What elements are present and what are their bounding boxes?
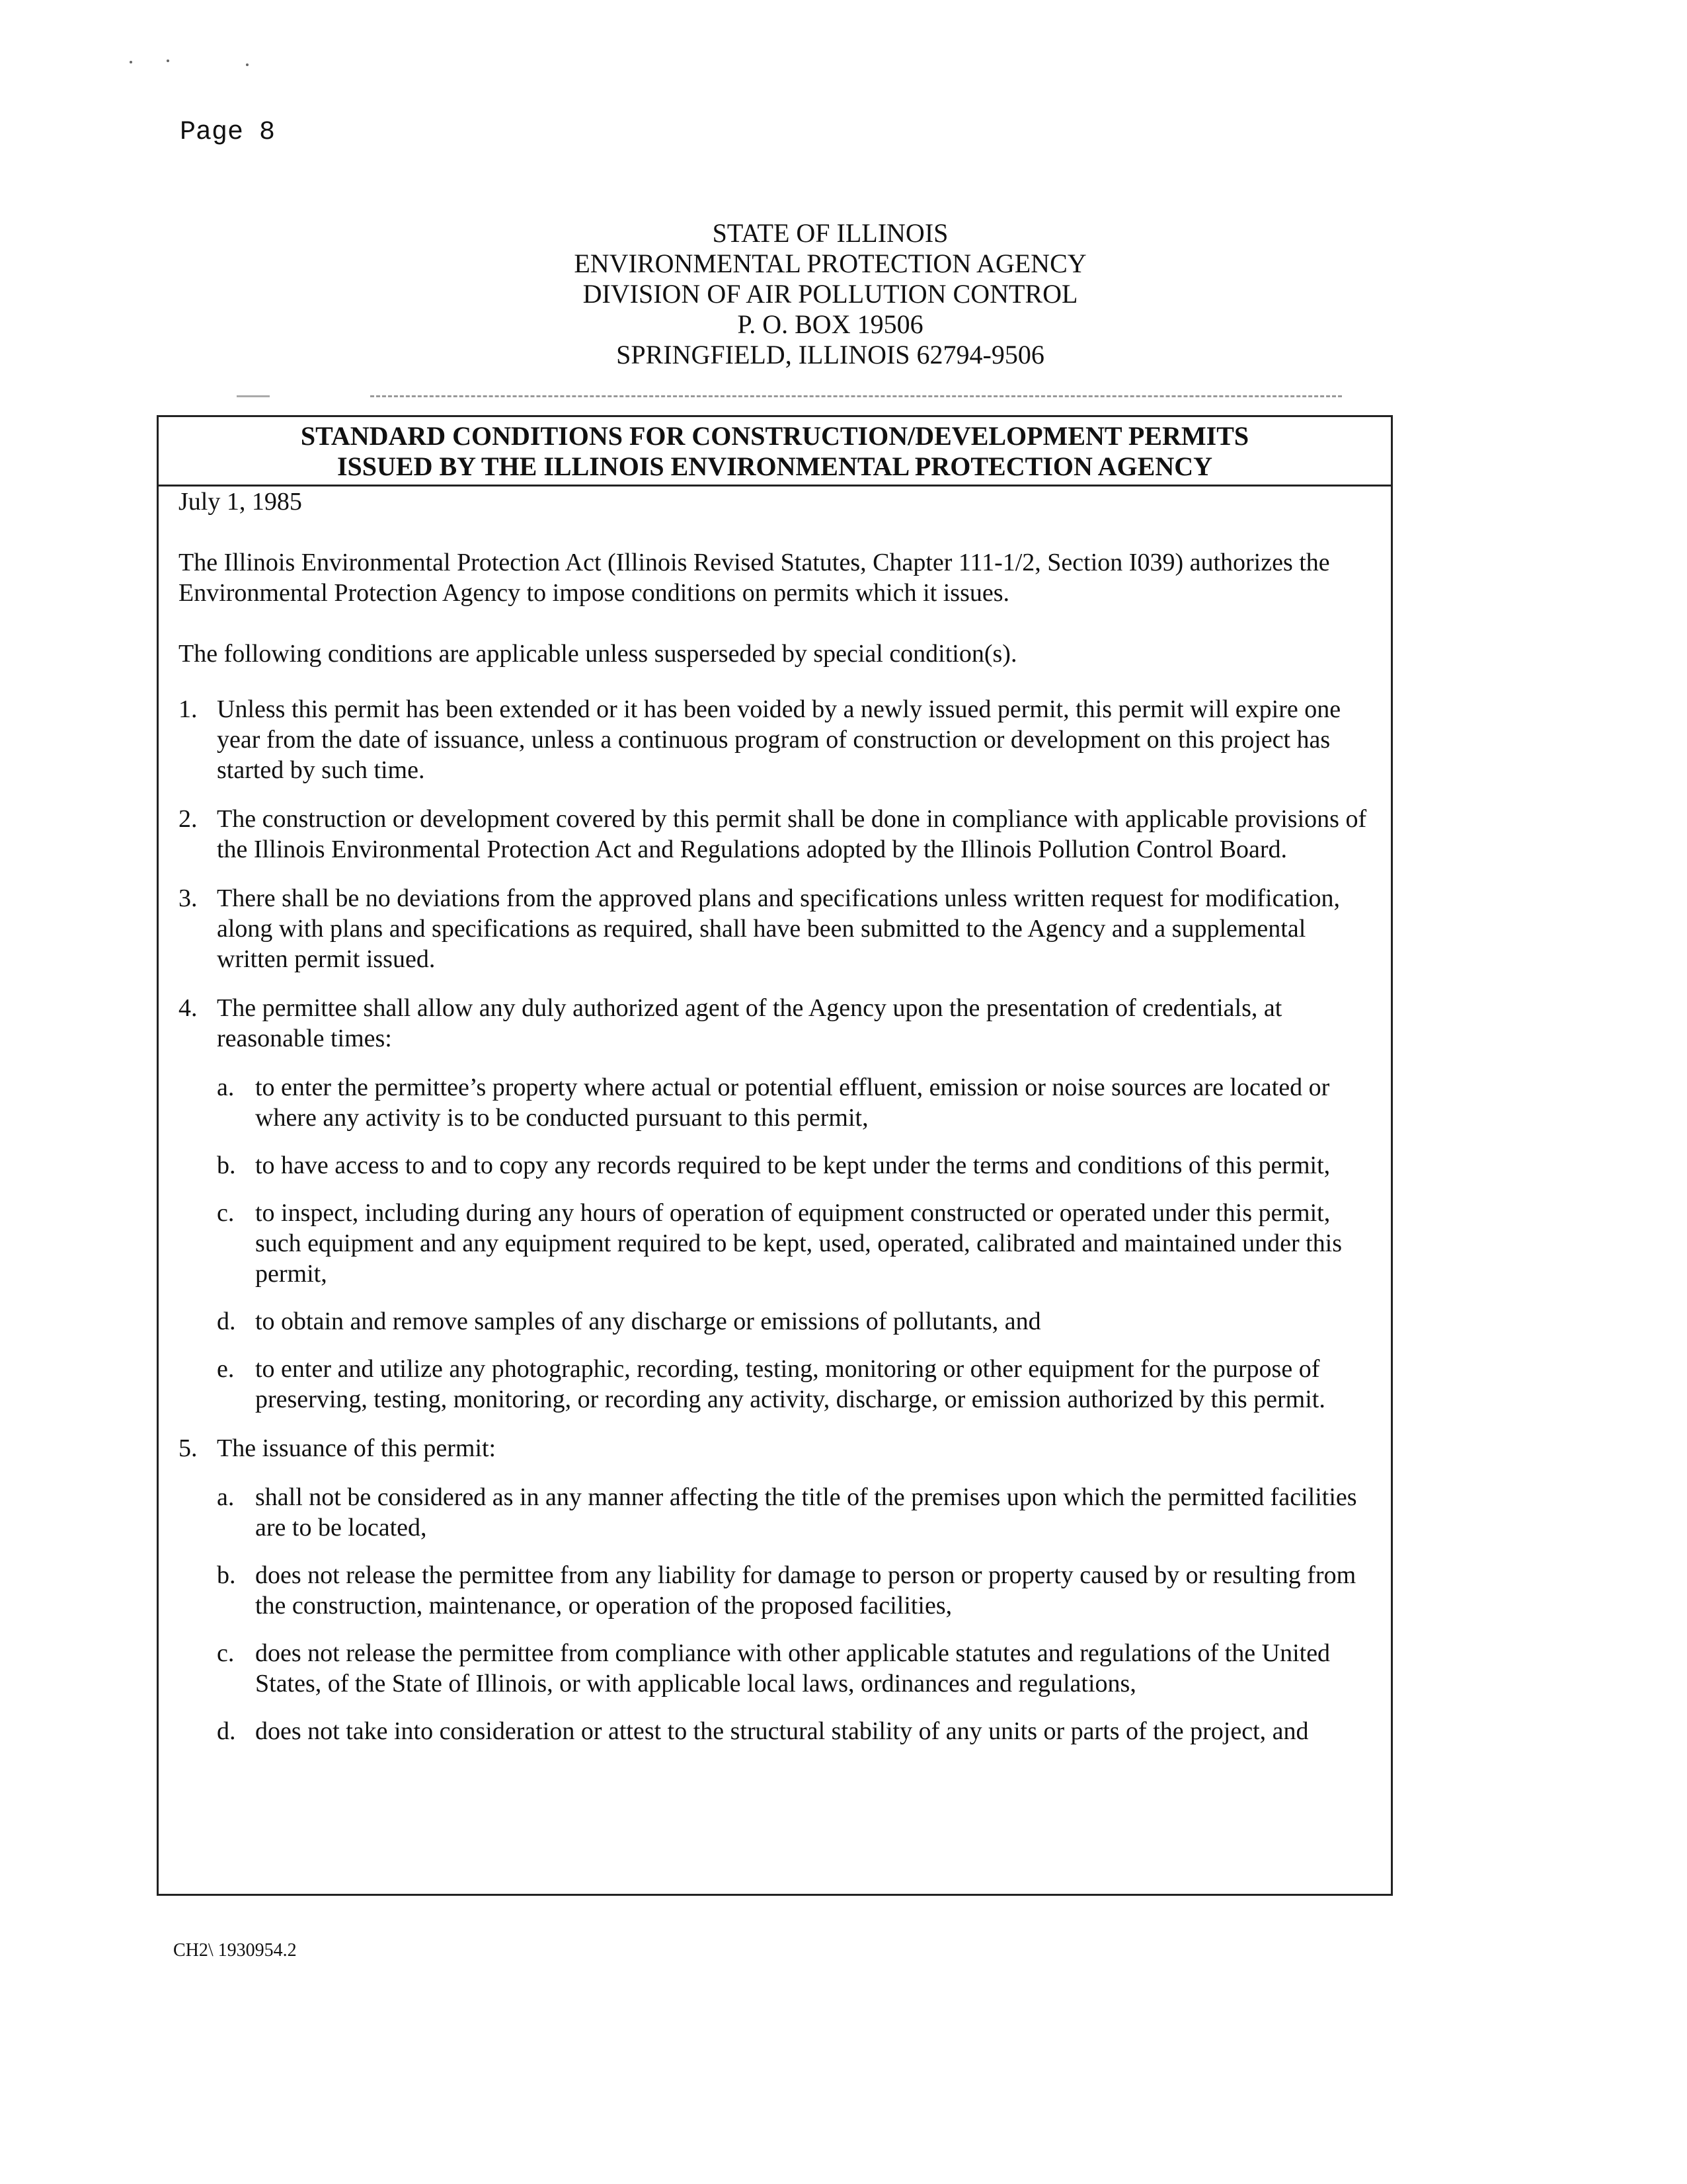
header-divider-fragment <box>237 395 270 397</box>
document-code: CH2\ 1930954.2 <box>173 1940 297 1961</box>
scan-speck <box>246 63 249 66</box>
effective-date: July 1, 1985 <box>178 488 302 516</box>
header-line-agency: ENVIRONMENTAL PROTECTION AGENCY <box>574 249 1087 278</box>
sub-item <box>217 1638 1378 1699</box>
sub-item <box>217 1198 1378 1289</box>
box-title <box>159 417 1391 487</box>
sub-item <box>217 1150 1378 1181</box>
sub-item-text: does not take into consideration or attest to the structural stability of any units or parts of the project, and <box>255 1717 1309 1745</box>
condition-item-2 <box>178 804 1378 865</box>
header-divider <box>370 395 1342 397</box>
condition-5-sublist <box>217 1482 1378 1746</box>
condition-text: The permittee shall allow any duly authorized agent of the Agency upon the presentation of credentials, at reasonable times: <box>217 994 1282 1052</box>
sub-item-text: does not release the permittee from any liability for damage to person or property caused by or resulting from the construction, maintenance, or operation of the proposed facilities, <box>255 1561 1356 1619</box>
sub-item <box>217 1560 1378 1621</box>
condition-number: 4. <box>178 994 198 1022</box>
sub-item-letter: d. <box>217 1717 236 1745</box>
condition-number: 1. <box>178 695 198 723</box>
sub-item-letter: b. <box>217 1561 236 1589</box>
sub-item <box>217 1716 1378 1746</box>
sub-item-text: to have access to and to copy any records required to be kept under the terms and conditions of this permit, <box>255 1151 1331 1179</box>
sub-item-letter: e. <box>217 1355 235 1383</box>
sub-item <box>217 1354 1378 1415</box>
condition-number: 3. <box>178 884 198 912</box>
condition-item-4 <box>178 993 1378 1415</box>
scan-speck <box>130 61 132 63</box>
sub-item-letter: a. <box>217 1483 235 1511</box>
condition-text: The construction or development covered by this permit shall be done in compliance with applicable provisions of the Illinois Environmental Protection Act and Regulations adopted by the Illinois Pollution Control Board. <box>217 805 1367 863</box>
sub-item <box>217 1482 1378 1543</box>
sub-item-letter: d. <box>217 1307 236 1335</box>
standard-conditions-box <box>157 415 1393 1896</box>
page-number: Page 8 <box>180 118 276 147</box>
condition-text: Unless this permit has been extended or it has been voided by a newly issued permit, this permit will expire one year from the date of issuance, unless a continuous program of construction or development on this project has started by such time. <box>217 695 1341 784</box>
condition-item-3 <box>178 883 1378 974</box>
sub-item-text: to enter the permittee’s property where actual or potential effluent, emission or noise sources are located or where any activity is to be conducted pursuant to this permit, <box>255 1073 1330 1132</box>
sub-item-text: shall not be considered as in any manner affecting the title of the premises upon which the permitted facilities are to be located, <box>255 1483 1357 1541</box>
condition-4-sublist <box>217 1072 1378 1415</box>
sub-item-letter: b. <box>217 1151 236 1179</box>
header-line-division: DIVISION OF AIR POLLUTION CONTROL <box>582 279 1078 309</box>
agency-header <box>0 218 1661 370</box>
condition-text: There shall be no deviations from the approved plans and specifications unless written request for modification, along with plans and specifications as required, shall have been submitted to the Agency and a supplemental written permit issued. <box>217 884 1340 973</box>
header-line-pobox: P. O. BOX 19506 <box>737 309 923 339</box>
condition-number: 5. <box>178 1434 198 1462</box>
condition-number: 2. <box>178 805 198 833</box>
box-body <box>159 487 1391 1746</box>
sub-item-letter: c. <box>217 1199 235 1227</box>
sub-item-text: to enter and utilize any photographic, recording, testing, monitoring or other equipment for the purpose of preserving, testing, monitoring, or recording any activity, discharge, or emission authorized by this permit. <box>255 1355 1325 1413</box>
sub-item-text: to inspect, including during any hours of operation of equipment constructed or operated under this permit, such equipment and any equipment required to be kept, used, operated, calibrated and maintained under this permit, <box>255 1199 1343 1288</box>
sub-item-text: does not release the permittee from compliance with other applicable statutes and regulations of the United States, of the State of Illinois, or with applicable local laws, ordinances and regulations, <box>255 1639 1331 1697</box>
condition-item-5 <box>178 1433 1378 1746</box>
box-title-line-1: STANDARD CONDITIONS FOR CONSTRUCTION/DEVELOPMENT PERMITS <box>300 421 1249 451</box>
box-title-line-2: ISSUED BY THE ILLINOIS ENVIRONMENTAL PROTECTION AGENCY <box>336 451 1212 481</box>
condition-item-1 <box>178 694 1378 785</box>
sub-item-letter: a. <box>217 1073 235 1101</box>
scan-speck <box>167 59 169 62</box>
header-line-state: STATE OF ILLINOIS <box>712 218 949 248</box>
header-line-city: SPRINGFIELD, ILLINOIS 62794-9506 <box>616 340 1044 370</box>
applicability-paragraph: The following conditions are applicable unless susperseded by special condition(s). <box>178 640 1017 668</box>
condition-text: The issuance of this permit: <box>217 1434 496 1462</box>
sub-item <box>217 1306 1378 1337</box>
sub-item <box>217 1072 1378 1133</box>
sub-item-letter: c. <box>217 1639 235 1667</box>
sub-item-text: to obtain and remove samples of any discharge or emissions of pollutants, and <box>255 1307 1041 1335</box>
conditions-list <box>178 694 1378 1746</box>
intro-paragraph: The Illinois Environmental Protection Act (Illinois Revised Statutes, Chapter 111-1/2, Section I039) authorizes the Environmental Protection Agency to impose conditions on permits which it issues. <box>178 549 1330 607</box>
